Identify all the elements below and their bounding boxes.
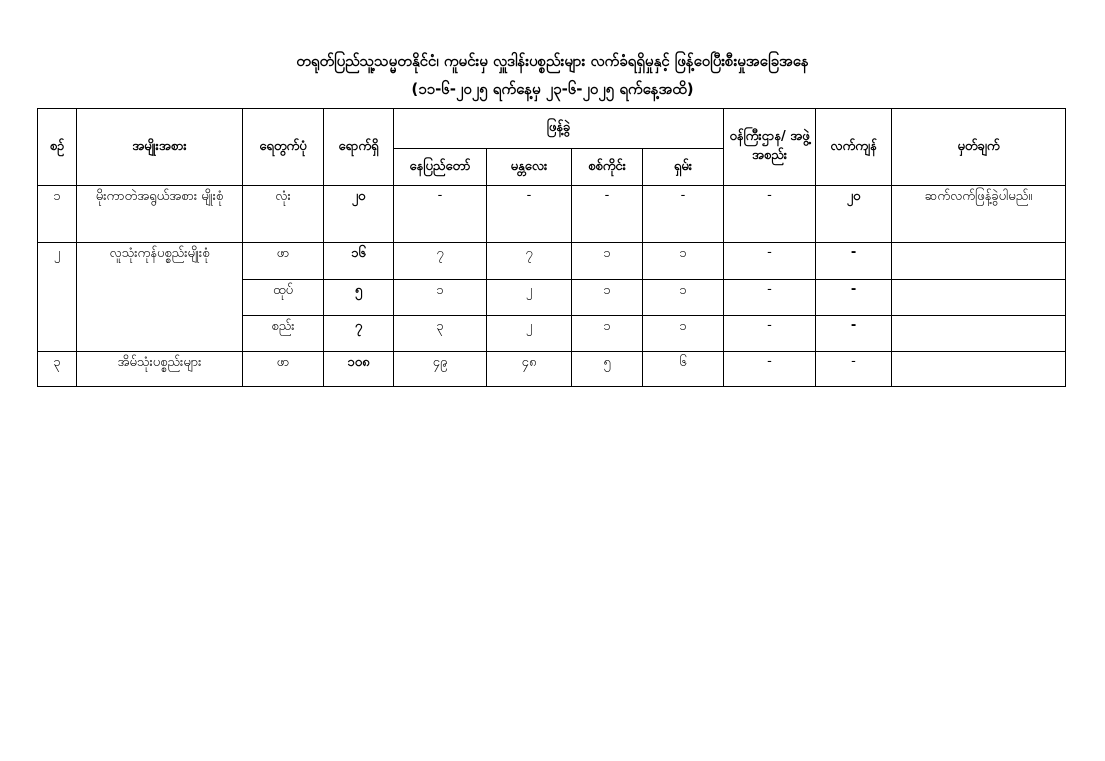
table-row [38, 352, 1066, 387]
cell-ministry: - [724, 280, 816, 316]
header-remark: မှတ်ချက် [892, 109, 1066, 186]
cell-unit: စည်း [243, 316, 324, 352]
cell-remark [892, 352, 1066, 387]
cell-unit: ဖာ [243, 243, 324, 280]
header-sagaing: စစ်ကိုင်း [572, 149, 643, 186]
header-row [38, 109, 1066, 149]
cell-nay-pyi-taw: ၇ [394, 243, 487, 280]
cell-received: ၁၆ [324, 243, 394, 280]
cell-sagaing: ၁ [572, 316, 643, 352]
cell-shan: - [643, 186, 724, 243]
header-nay-pyi-taw: နေပြည်တော် [394, 149, 487, 186]
cell-ministry: - [724, 352, 816, 387]
cell-item: အိမ်သုံးပစ္စည်းများ [77, 352, 243, 387]
header-remaining: လက်ကျန် [816, 109, 892, 186]
cell-mandalay: ၂ [487, 280, 572, 316]
cell-mandalay: ၄၈ [487, 352, 572, 387]
cell-unit: ထုပ် [243, 280, 324, 316]
cell-received: ၅ [324, 280, 394, 316]
cell-remark: ဆက်လက်ဖြန့်ခွဲပါမည်။ [892, 186, 1066, 243]
cell-remaining: - [816, 352, 892, 387]
table-row [38, 186, 1066, 243]
cell-nay-pyi-taw: - [394, 186, 487, 243]
cell-remark [892, 316, 1066, 352]
cell-sagaing: ၁ [572, 280, 643, 316]
cell-no: ၁ [38, 186, 77, 243]
cell-shan: ၆ [643, 352, 724, 387]
cell-nay-pyi-taw: ၄၉ [394, 352, 487, 387]
cell-sagaing: - [572, 186, 643, 243]
header-distributed: ဖြန့်ခွဲ [394, 109, 724, 149]
cell-sagaing: ၅ [572, 352, 643, 387]
cell-unit: ဖာ [243, 352, 324, 387]
header-mandalay: မန္တလေး [487, 149, 572, 186]
cell-remaining: - [816, 243, 892, 280]
cell-ministry: - [724, 186, 816, 243]
cell-remark [892, 280, 1066, 316]
cell-shan: ၁ [643, 316, 724, 352]
cell-unit: လုံး [243, 186, 324, 243]
cell-received: ၇ [324, 316, 394, 352]
header-ministry: ဝန်ကြီးဌာန/ အဖွဲ့အစည်း [724, 109, 816, 186]
cell-remaining: - [816, 316, 892, 352]
cell-nay-pyi-taw: ၁ [394, 280, 487, 316]
header-unit: ရေတွက်ပုံ [243, 109, 324, 186]
cell-item: လူသုံးကုန်ပစ္စည်းမျိုးစုံ [77, 243, 243, 352]
cell-sagaing: ၁ [572, 243, 643, 280]
cell-mandalay: - [487, 186, 572, 243]
header-received: ရောက်ရှိ [324, 109, 394, 186]
cell-mandalay: ၇ [487, 243, 572, 280]
cell-remaining: ၂၀ [816, 186, 892, 243]
cell-no: ၃ [38, 352, 77, 387]
header-no: စဉ် [38, 109, 77, 186]
header-shan: ရှမ်း [643, 149, 724, 186]
header-item-type: အမျိုးအစား [77, 109, 243, 186]
cell-ministry: - [724, 316, 816, 352]
cell-shan: ၁ [643, 243, 724, 280]
date-range: (၁၁-၆-၂၀၂၅ ရက်နေ့မှ ၂၃-၆-၂၀၂၅ ရက်နေ့အထိ) [411, 80, 694, 98]
cell-remark [892, 243, 1066, 280]
document-title: တရုတ်ပြည်သူ့သမ္မတနိုင်ငံ၊ ကူမင်းမှ လှူဒါန်းပစ္စည်းများ လက်ခံရရှိမှုနှင့် ဖြန့်ဝေပြီးစီးမှုအခြေအနေ [296, 52, 809, 70]
cell-shan: ၁ [643, 280, 724, 316]
cell-received: ၁၀၈ [324, 352, 394, 387]
cell-no: ၂ [38, 243, 77, 352]
cell-received: ၂၀ [324, 186, 394, 243]
cell-item: မိုးကာတဲအရွယ်အစား မျိုးစုံ [77, 186, 243, 243]
cell-nay-pyi-taw: ၃ [394, 316, 487, 352]
cell-remaining: - [816, 280, 892, 316]
distribution-table [37, 108, 1066, 387]
table-row [38, 243, 1066, 280]
cell-ministry: - [724, 243, 816, 280]
cell-mandalay: ၂ [487, 316, 572, 352]
